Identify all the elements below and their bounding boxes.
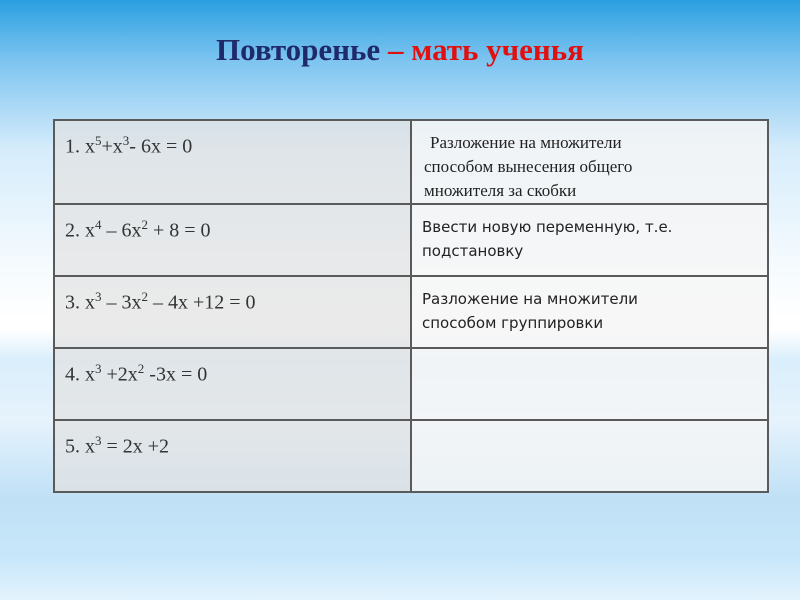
table-row [54,120,768,204]
method-cell [411,204,768,276]
method-cell-empty [411,420,768,492]
table-row [54,420,768,492]
equation-cell [54,348,411,420]
equation-cell [54,276,411,348]
equation-1: 1. $x^5+x^3-$ 6x = 0 [65,133,193,158]
method-cell [411,120,768,204]
equation-4: 4. $x^3 +2x^2$ -3x = 0 [65,361,208,386]
equation-cell [54,420,411,492]
title-accent: – мать ученья [380,32,584,67]
equation-2: 2. $x^4 - 6x^2 + 8 = 0$ [65,217,211,242]
method-note-2: Ввести новую переменную, т.е. подстановку [422,218,673,260]
title-main: Повторенье [216,32,381,67]
method-cell-empty [411,348,768,420]
table-row [54,276,768,348]
slide-title [0,32,800,68]
equation-5: 5. $x^3 = 2x +2$ [65,433,170,458]
equation-3: 3. $x^3 - 3x^2 - 4x +12 = 0$ [65,289,256,314]
equation-cell [54,120,411,204]
method-note-3: Разложение на множители способом группировки [422,290,638,332]
table-row [54,204,768,276]
equations-table [53,119,769,493]
table-row [54,348,768,420]
method-note-1: Разложение на множители способом вынесения общего множителя за скобки [424,133,633,200]
equation-cell [54,204,411,276]
method-cell [411,276,768,348]
